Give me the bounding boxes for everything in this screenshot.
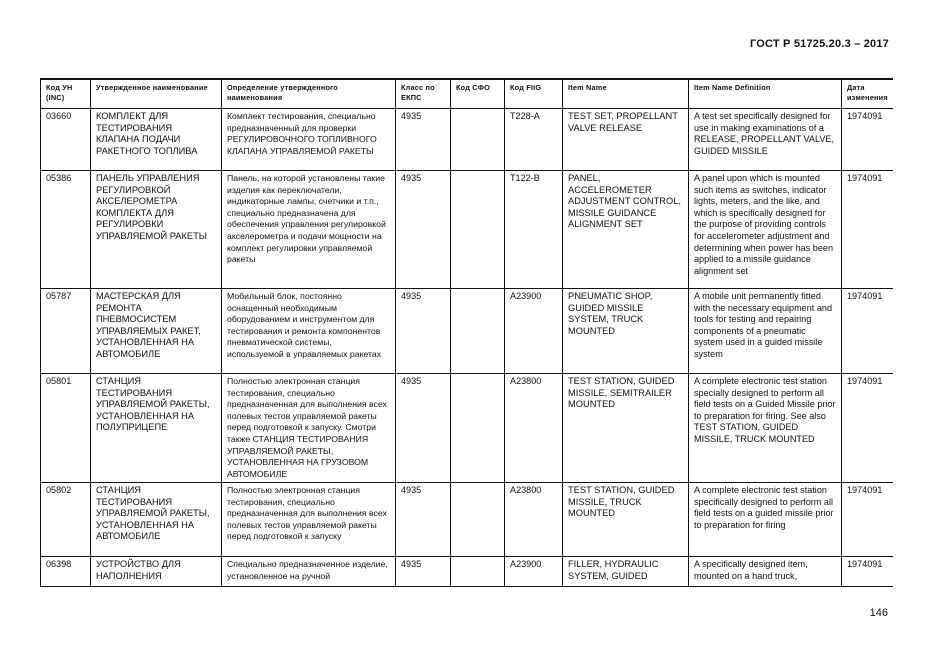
cell-item-definition: A specifically designed item, mounted on a hand truck, bbox=[689, 557, 842, 587]
table-row bbox=[41, 171, 894, 289]
table-row bbox=[41, 374, 894, 483]
page-number: 146 bbox=[869, 607, 888, 619]
cell-item-definition: A panel upon which is mounted such items as switches, indicator lights, meters, and the like, and which is specifically designed for the purpose of providing controls for accelerometer adjustment and determining when power has been applied to a missile guidance alignment set bbox=[689, 171, 842, 289]
cell-code: 05787 bbox=[41, 289, 91, 374]
cell-item-name: TEST STATION, GUIDED MISSILE, TRUCK MOUNTED bbox=[563, 483, 689, 557]
cell-class: 4935 bbox=[396, 109, 451, 171]
cell-item-name: TEST STATION, GUIDED MISSILE, SEMITRAILER MOUNTED bbox=[563, 374, 689, 483]
cell-code: 05801 bbox=[41, 374, 91, 483]
cell-name: МАСТЕРСКАЯ ДЛЯ РЕМОНТА ПНЕВМОСИСТЕМ УПРАВЛЯЕМЫХ РАКЕТ, УСТАНОВЛЕННАЯ НА АВТОМОБИЛЕ bbox=[91, 289, 222, 374]
cell-date: 1974091 bbox=[842, 109, 894, 171]
cell-item-name: FILLER, HYDRAULIC SYSTEM, GUIDED bbox=[563, 557, 689, 587]
table-row bbox=[41, 483, 894, 557]
cell-item-definition: A complete electronic test station specifically designed to perform all field tests on a guided missile prior to preparation for firing bbox=[689, 483, 842, 557]
cell-date: 1974091 bbox=[842, 289, 894, 374]
cell-definition: Полностью электронная станция тестирования, специально предназначенная для выполнения всех полевых тестов управляемой ракеты перед подготовкой к запуску. Смотри также СТАНЦИЯ ТЕСТИРОВАНИЯ УПРАВЛЯЕМОЙ РАКЕТЫ, УСТАНОВЛЕННАЯ НА ГРУЗОВОМ АВТОМОБИЛЕ bbox=[222, 374, 396, 483]
table-row bbox=[41, 109, 894, 171]
cell-definition: Полностью электронная станция тестирования, специально предназначенная для выполнения всех полевых тестов управляемой ракеты перед подготовкой к запуску bbox=[222, 483, 396, 557]
table-row bbox=[41, 289, 894, 374]
column-header-item-name: Item Name bbox=[563, 79, 689, 109]
cell-sfo bbox=[451, 171, 505, 289]
cell-sfo bbox=[451, 109, 505, 171]
cell-definition: Мобильный блок, постоянно оснащенный необходимым оборудованием и инструментом для тестирования и ремонта компонентов пневматической системы, используемой в управляемых ракетах bbox=[222, 289, 396, 374]
cell-code: 05386 bbox=[41, 171, 91, 289]
cell-definition: Панель, на которой установлены такие изделия как переключатели, индикаторные лампы, счетчики и т.п., специально предназначена для обеспечения управления регулировкой акселерометра и подачи мощности на комплект регулировки управляемой ракеты bbox=[222, 171, 396, 289]
column-header-definition: Определение утвержденного наименования bbox=[222, 79, 396, 109]
column-header-item-definition: Item Name Definition bbox=[689, 79, 842, 109]
cell-date: 1974091 bbox=[842, 374, 894, 483]
cell-class: 4935 bbox=[396, 171, 451, 289]
table-header-row bbox=[41, 79, 894, 109]
cell-name: СТАНЦИЯ ТЕСТИРОВАНИЯ УПРАВЛЯЕМОЙ РАКЕТЫ, УСТАНОВЛЕННАЯ НА АВТОМОБИЛЕ bbox=[91, 483, 222, 557]
cell-name: УСТРОЙСТВО ДЛЯ НАПОЛНЕНИЯ bbox=[91, 557, 222, 587]
cell-item-definition: A mobile unit permanently fitted with the necessary equipment and tools for testing and repairing components of a pneumatic system used in a guided missile system bbox=[689, 289, 842, 374]
cell-item-definition: A test set specifically designed for use in making examinations of a RELEASE, PROPELLANT VALVE, GUIDED MISSILE bbox=[689, 109, 842, 171]
cell-item-definition: A complete electronic test station specially designed to perform all field tests on a Guided Missile prior to preparation for firing. See also TEST STATION, GUIDED MISSILE, TRUCK MOUNTED bbox=[689, 374, 842, 483]
cell-definition: Комплект тестирования, специально предназначенный для проверки РЕГУЛИРОВОЧНОГО ТОПЛИВНОГО КЛАПАНА УПРАВЛЯЕМОЙ РАКЕТЫ bbox=[222, 109, 396, 171]
cell-class: 4935 bbox=[396, 557, 451, 587]
cell-name: КОМПЛЕКТ ДЛЯ ТЕСТИРОВАНИЯ КЛАПАНА ПОДАЧИ РАКЕТНОГО ТОПЛИВА bbox=[91, 109, 222, 171]
cell-date: 1974091 bbox=[842, 483, 894, 557]
classification-table-container bbox=[40, 78, 893, 596]
document-header: ГОСТ Р 51725.20.3 – 2017 bbox=[749, 38, 889, 50]
cell-date: 1974091 bbox=[842, 171, 894, 289]
column-header-class: Класс по ЕКПС bbox=[396, 79, 451, 109]
cell-fiig: A23900 bbox=[505, 557, 563, 587]
column-header-fiig: Код FIIG bbox=[505, 79, 563, 109]
cell-fiig: A23800 bbox=[505, 483, 563, 557]
cell-definition: Специально предназначенное изделие, установленное на ручной bbox=[222, 557, 396, 587]
cell-item-name: PNEUMATIC SHOP, GUIDED MISSILE SYSTEM, TRUCK MOUNTED bbox=[563, 289, 689, 374]
column-header-date: Дата изменения bbox=[842, 79, 894, 109]
cell-date: 1974091 bbox=[842, 557, 894, 587]
cell-code: 03660 bbox=[41, 109, 91, 171]
cell-sfo bbox=[451, 483, 505, 557]
cell-fiig: T122-B bbox=[505, 171, 563, 289]
classification-table bbox=[40, 78, 893, 587]
column-header-sfo: Код СФО bbox=[451, 79, 505, 109]
cell-item-name: TEST SET, PROPELLANT VALVE RELEASE bbox=[563, 109, 689, 171]
cell-code: 05802 bbox=[41, 483, 91, 557]
cell-sfo bbox=[451, 289, 505, 374]
cell-sfo bbox=[451, 374, 505, 483]
table-row bbox=[41, 557, 894, 587]
cell-class: 4935 bbox=[396, 483, 451, 557]
cell-class: 4935 bbox=[396, 374, 451, 483]
column-header-name: Утвержденное наименование bbox=[91, 79, 222, 109]
cell-code: 06398 bbox=[41, 557, 91, 587]
cell-name: СТАНЦИЯ ТЕСТИРОВАНИЯ УПРАВЛЯЕМОЙ РАКЕТЫ, УСТАНОВЛЕННАЯ НА ПОЛУПРИЦЕПЕ bbox=[91, 374, 222, 483]
cell-fiig: T228-A bbox=[505, 109, 563, 171]
cell-fiig: A23800 bbox=[505, 374, 563, 483]
cell-name: ПАНЕЛЬ УПРАВЛЕНИЯ РЕГУЛИРОВКОЙ АКСЕЛЕРОМЕТРА КОМПЛЕКТА ДЛЯ РЕГУЛИРОВКИ УПРАВЛЯЕМОЙ РАКЕТЫ bbox=[91, 171, 222, 289]
cell-fiig: A23900 bbox=[505, 289, 563, 374]
cell-item-name: PANEL, ACCELEROMETER ADJUSTMENT CONTROL, MISSILE GUIDANCE ALIGNMENT SET bbox=[563, 171, 689, 289]
cell-sfo bbox=[451, 557, 505, 587]
cell-class: 4935 bbox=[396, 289, 451, 374]
column-header-code: Код УН (INC) bbox=[41, 79, 91, 109]
